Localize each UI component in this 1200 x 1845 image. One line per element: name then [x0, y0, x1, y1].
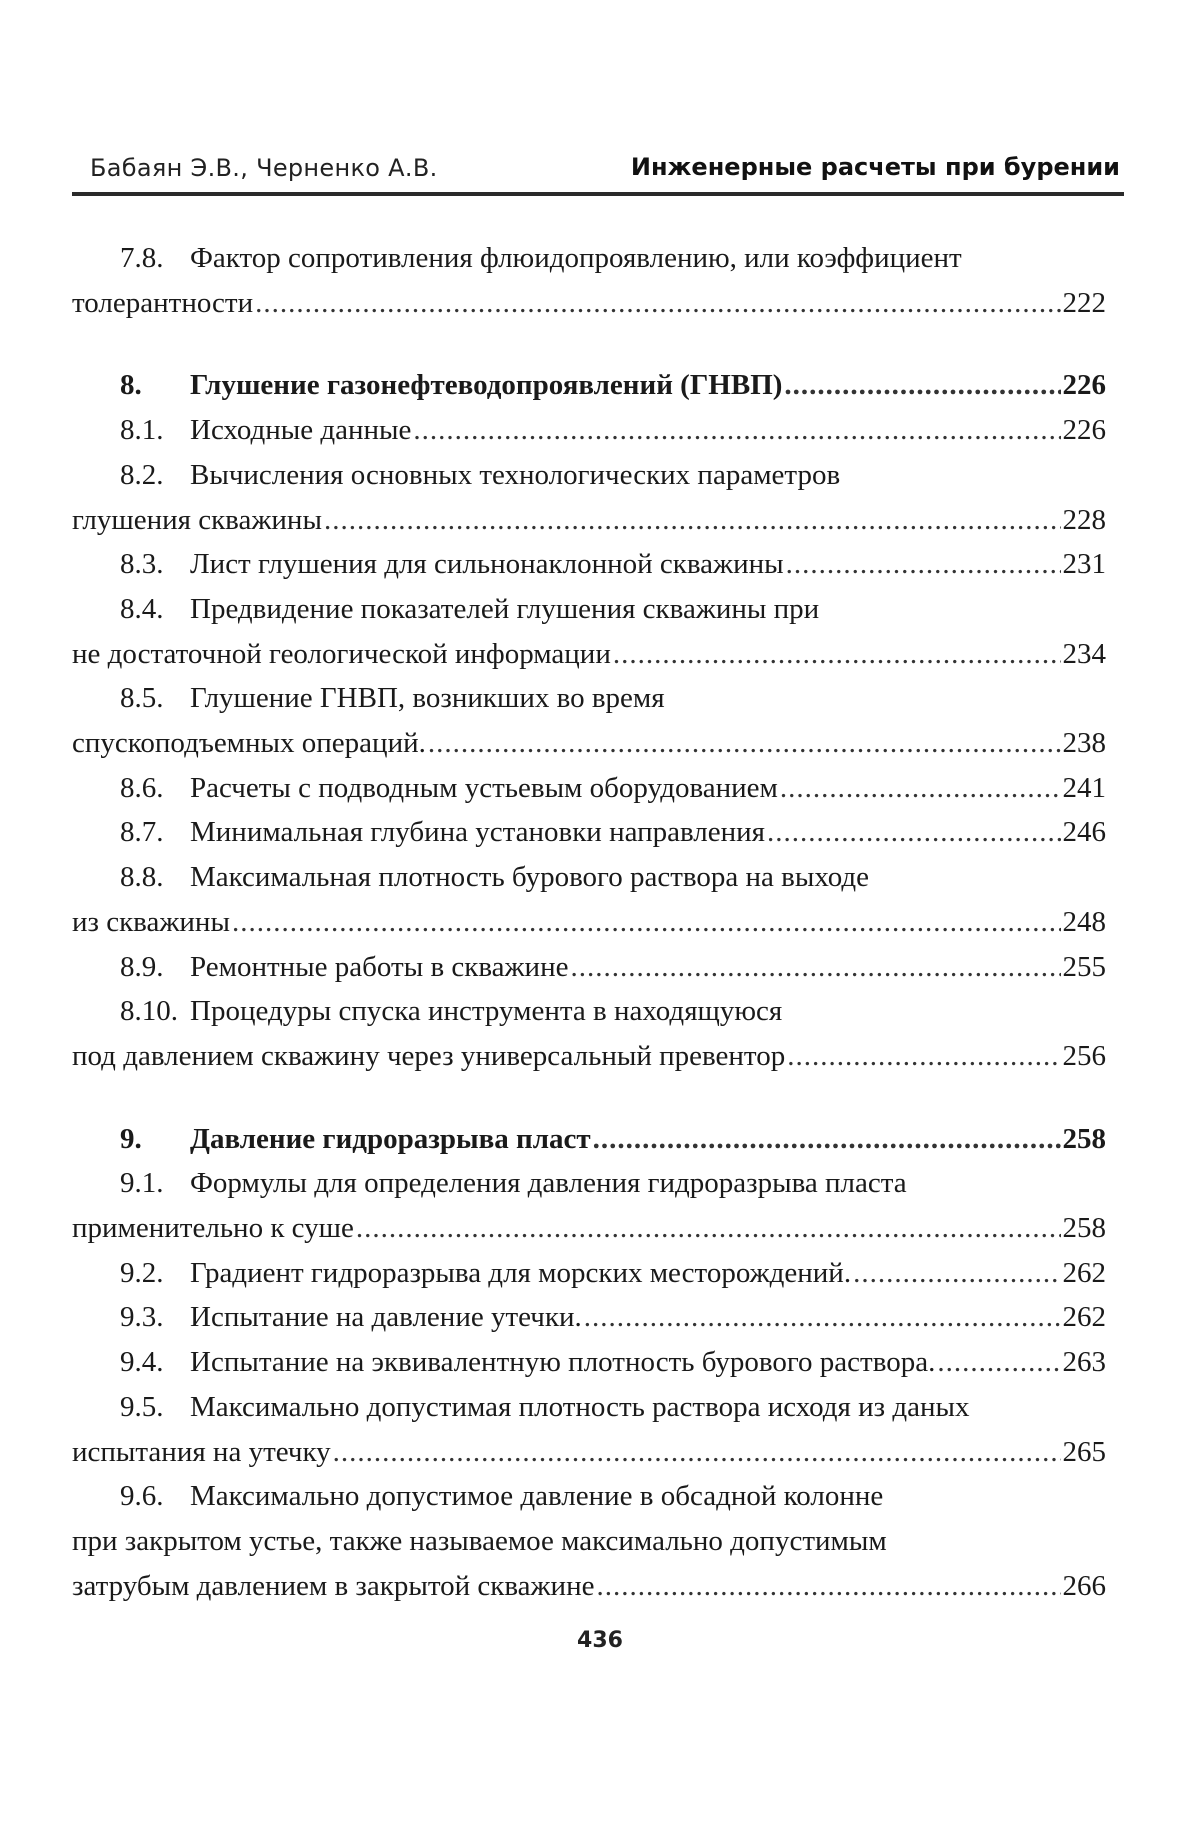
toc-entry-8-7[interactable] — [72, 810, 1106, 855]
toc-entry-8-3[interactable] — [72, 542, 1106, 587]
toc-title: Предвидение показателей глушения скважины при — [190, 592, 820, 625]
toc-page: 226 — [1062, 414, 1106, 447]
toc-entry-9-4[interactable] — [72, 1340, 1106, 1385]
toc-page: 231 — [1062, 548, 1106, 581]
dot-leader — [767, 810, 1060, 855]
toc-number: 8.7. — [120, 816, 164, 849]
toc-number: 8.9. — [120, 950, 164, 983]
toc-title: Вычисления основных технологических параметров — [190, 458, 841, 491]
dot-leader — [570, 945, 1060, 990]
toc-title-continuation: испытания на утечку — [72, 1435, 331, 1468]
toc-title-continuation: затрубым давлением в закрытой скважине — [72, 1569, 595, 1602]
toc-entry-8-6[interactable] — [72, 766, 1106, 811]
toc-title-continuation: спускоподъемных операций. — [72, 727, 426, 760]
dot-leader — [937, 1340, 1060, 1385]
dot-leader — [356, 1206, 1061, 1251]
toc-number: 9.5. — [120, 1390, 164, 1423]
dot-leader — [333, 1430, 1061, 1475]
toc-page: 262 — [1062, 1256, 1106, 1289]
toc-number: 9. — [120, 1122, 142, 1155]
toc-number: 9.3. — [120, 1301, 164, 1334]
toc-title-continuation: глушения скважины — [72, 503, 322, 536]
toc-title: Глушение ГНВП, возникших во время — [190, 682, 665, 715]
dot-leader — [786, 542, 1061, 587]
dot-leader — [428, 721, 1061, 766]
toc-page: 238 — [1062, 727, 1106, 760]
toc-number: 9.2. — [120, 1256, 164, 1289]
toc-page: 255 — [1062, 950, 1106, 983]
toc-page: 266 — [1062, 1569, 1106, 1602]
toc-page: 263 — [1062, 1346, 1106, 1379]
toc-title-continuation: при закрытом устье, также называемое максимально допустимым — [72, 1524, 887, 1557]
toc-page: 248 — [1062, 905, 1106, 938]
dot-leader — [787, 1034, 1060, 1079]
toc-page: 258 — [1062, 1212, 1106, 1245]
toc-title: Ремонтные работы в скважине — [190, 950, 569, 983]
toc-title: Процедуры спуска инструмента в находящуюся — [190, 995, 783, 1028]
toc-number: 8.2. — [120, 458, 164, 491]
dot-leader — [584, 1295, 1061, 1340]
toc-number: 8.10. — [120, 995, 178, 1028]
toc-page: 262 — [1062, 1301, 1106, 1334]
toc-title: Лист глушения для сильнонаклонной скважины — [190, 548, 784, 581]
toc-number: 8. — [120, 369, 142, 402]
dot-leader — [853, 1251, 1060, 1296]
toc-entry-9-3[interactable] — [72, 1295, 1106, 1340]
toc-title-continuation: под давлением скважину через универсальный превентор — [72, 1039, 786, 1072]
toc-page: 226 — [1062, 369, 1106, 402]
toc-number: 9.6. — [120, 1480, 164, 1513]
toc-entry-8-5[interactable] — [72, 676, 1106, 765]
toc-page: 258 — [1062, 1122, 1106, 1155]
toc-title: Минимальная глубина установки направления — [190, 816, 766, 849]
toc-page: 228 — [1062, 503, 1106, 536]
toc-title: Испытание на давление утечки. — [190, 1301, 582, 1334]
toc-chapter-8[interactable] — [72, 363, 1106, 408]
toc-title: Фактор сопротивления флюидопроявлению, или коэффициент — [190, 242, 962, 274]
toc-entry-9-1[interactable] — [72, 1161, 1106, 1250]
toc-title-continuation: применительно к суше — [72, 1212, 354, 1245]
toc-number: 9.4. — [120, 1346, 164, 1379]
dot-leader — [413, 408, 1060, 453]
dot-leader — [613, 632, 1061, 677]
toc-chapter-9[interactable] — [72, 1117, 1106, 1162]
toc-page: 241 — [1062, 771, 1106, 804]
dot-leader — [593, 1117, 1061, 1162]
toc-title-continuation: из скважины — [72, 905, 230, 938]
toc-entry-8-9[interactable] — [72, 945, 1106, 990]
toc-title-continuation: не достаточной геологической информации — [72, 637, 611, 670]
running-header — [72, 148, 1124, 196]
toc-title-continuation: толерантности — [72, 286, 254, 319]
header-book-title: Инженерные расчеты при бурении — [630, 153, 1120, 181]
toc-title: Исходные данные — [190, 414, 412, 447]
toc-page: 256 — [1062, 1039, 1106, 1072]
toc-entry-7-8[interactable] — [72, 236, 1106, 325]
toc-page: 246 — [1062, 816, 1106, 849]
header-authors: Бабаян Э.В., Черненко А.В. — [90, 154, 438, 182]
toc-number: 8.1. — [120, 414, 164, 447]
toc-page: 234 — [1062, 637, 1106, 670]
toc-number: 7.8. — [120, 242, 164, 274]
dot-leader — [232, 900, 1061, 945]
toc-number: 8.4. — [120, 592, 164, 625]
toc-entry-9-2[interactable] — [72, 1251, 1106, 1296]
toc-number: 8.6. — [120, 771, 164, 804]
toc-title: Максимально допустимое давление в обсадной колонне — [190, 1480, 884, 1513]
toc-entry-9-6[interactable] — [72, 1474, 1106, 1608]
toc-title: Формулы для определения давления гидроразрыва пласта — [190, 1167, 907, 1200]
table-of-contents — [72, 236, 1106, 1608]
toc-title: Расчеты с подводным устьевым оборудованием — [190, 771, 778, 804]
dot-leader — [780, 766, 1061, 811]
dot-leader — [324, 498, 1061, 543]
toc-title: Максимально допустимая плотность раствора исходя из даных — [190, 1390, 970, 1423]
toc-number: 9.1. — [120, 1167, 164, 1200]
toc-entry-8-1[interactable] — [72, 408, 1106, 453]
toc-title: Градиент гидроразрыва для морских месторождений. — [190, 1256, 852, 1289]
toc-title: Глушение газонефтеводопроявлений (ГНВП) — [190, 369, 783, 402]
toc-page: 265 — [1062, 1435, 1106, 1468]
toc-title: Давление гидроразрыва пласт — [190, 1122, 591, 1155]
section-gap — [72, 325, 1106, 363]
toc-number: 8.5. — [120, 682, 164, 715]
dot-leader — [596, 1564, 1060, 1609]
toc-entry-8-2[interactable] — [72, 453, 1106, 542]
toc-title: Максимальная плотность бурового раствора на выходе — [190, 861, 870, 894]
page-number: 436 — [577, 1628, 623, 1653]
toc-entry-8-8[interactable] — [72, 855, 1106, 944]
dot-leader — [255, 281, 1060, 326]
toc-title: Испытание на эквивалентную плотность бурового раствора. — [190, 1346, 936, 1379]
toc-number: 8.3. — [120, 548, 164, 581]
toc-entry-8-4[interactable] — [72, 587, 1106, 676]
section-gap — [72, 1079, 1106, 1117]
toc-page: 222 — [1062, 286, 1106, 319]
toc-entry-8-10[interactable] — [72, 989, 1106, 1078]
dot-leader — [784, 363, 1060, 408]
toc-entry-9-5[interactable] — [72, 1385, 1106, 1474]
toc-number: 8.8. — [120, 861, 164, 894]
